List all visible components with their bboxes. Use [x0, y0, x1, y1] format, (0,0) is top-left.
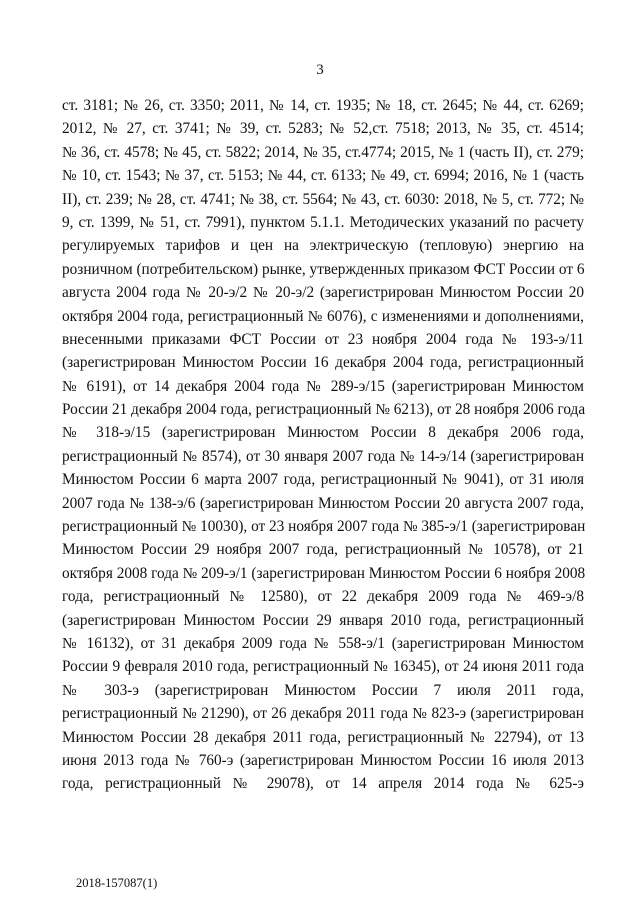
document-code: 2018-157087(1) — [76, 876, 158, 890]
text-line: регистрационный № 10030), от 23 ноября 2007 года № 385-э/1 (зарегистрирован — [62, 518, 586, 536]
text-line: года, регистрационный № 29078), от 14 апреля 2014 года № 625-э — [62, 775, 584, 793]
text-line: II), ст. 239; № 28, ст. 4741; № 38, ст. 5564; № 43, ст. 6030: 2018, № 5, ст. 772; № — [62, 190, 584, 208]
text-line: июня 2013 года № 760-э (зарегистрирован Минюстом России 16 июля 2013 — [62, 751, 584, 769]
text-line: августа 2004 года № 20-э/2 № 20-э/2 (зарегистрирован Минюстом России 20 — [62, 284, 584, 302]
text-line: октября 2004 года, регистрационный № 6076), с изменениями и дополнениями, — [62, 307, 584, 325]
text-line: № 318-э/15 (зарегистрирован Минюстом России 8 декабря 2006 года, — [62, 424, 584, 442]
text-line: 2007 года № 138-э/6 (зарегистрирован Минюстом России 20 августа 2007 года, — [62, 494, 584, 512]
document-body — [62, 94, 584, 796]
text-line: Минюстом России 6 марта 2007 года, регистрационный № 9041), от 31 июля — [62, 471, 584, 489]
text-line: № 6191), от 14 декабря 2004 года № 289-э/15 (зарегистрирован Минюстом — [62, 377, 584, 395]
text-line: Минюстом России 28 декабря 2011 года, регистрационный № 22794), от 13 — [62, 728, 584, 746]
text-line: № 10, ст. 1543; № 37, ст. 5153; № 44, ст. 6133; № 49, ст. 6994; 2016, № 1 (часть — [62, 167, 584, 185]
text-line: России 21 декабря 2004 года, регистрационный № 6213), от 28 ноября 2006 года — [62, 401, 586, 419]
text-line: ст. 3181; № 26, ст. 3350; 2011, № 14, ст. 1935; № 18, ст. 2645; № 44, ст. 6269; — [62, 97, 584, 114]
text-line: России 9 февраля 2010 года, регистрационный № 16345), от 24 июня 2011 года — [62, 658, 584, 676]
text-line: № 36, ст. 4578; № 45, ст. 5822; 2014, № 35, ст.4774; 2015, № 1 (часть II), ст. 279; — [62, 143, 584, 161]
text-line: 9, ст. 1399, № 51, ст. 7991), пунктом 5.1.1. Методических указаний по расчету — [62, 213, 584, 231]
text-line: регистрационный № 8574), от 30 января 2007 года № 14-э/14 (зарегистрирован — [62, 447, 584, 465]
text-line: регистрационный № 21290), от 26 декабря 2011 года № 823-э (зарегистрирован — [62, 705, 584, 723]
text-line: розничном (потребительском) рынке, утвержденных приказом ФСТ России от 6 — [62, 260, 585, 278]
text-line: внесенными приказами ФСТ России от 23 ноября 2004 года № 193-э/11 — [62, 330, 584, 348]
text-line: года, регистрационный № 12580), от 22 декабря 2009 года № 469-э/8 — [62, 588, 584, 606]
text-line: Минюстом России 29 ноября 2007 года, регистрационный № 10578), от 21 — [62, 541, 584, 559]
text-line: № 16132), от 31 декабря 2009 года № 558-э/1 (зарегистрирован Минюстом — [62, 634, 584, 652]
text-line: (зарегистрирован Минюстом России 29 января 2010 года, регистрационный — [62, 611, 584, 629]
text-line: № 303-э (зарегистрирован Минюстом России 7 июля 2011 года, — [62, 681, 584, 699]
text-line: (зарегистрирован Минюстом России 16 декабря 2004 года, регистрационный — [62, 354, 584, 372]
page-number: 3 — [316, 62, 324, 78]
text-line: 2012, № 27, ст. 3741; № 39, ст. 5283; № 52,ст. 7518; 2013, № 35, ст. 4514; — [62, 120, 584, 138]
text-line: регулируемых тарифов и цен на электрическую (тепловую) энергию на — [62, 237, 584, 255]
text-line: октября 2008 года № 209-э/1 (зарегистрирован Минюстом России 6 ноября 2008 — [62, 564, 586, 582]
